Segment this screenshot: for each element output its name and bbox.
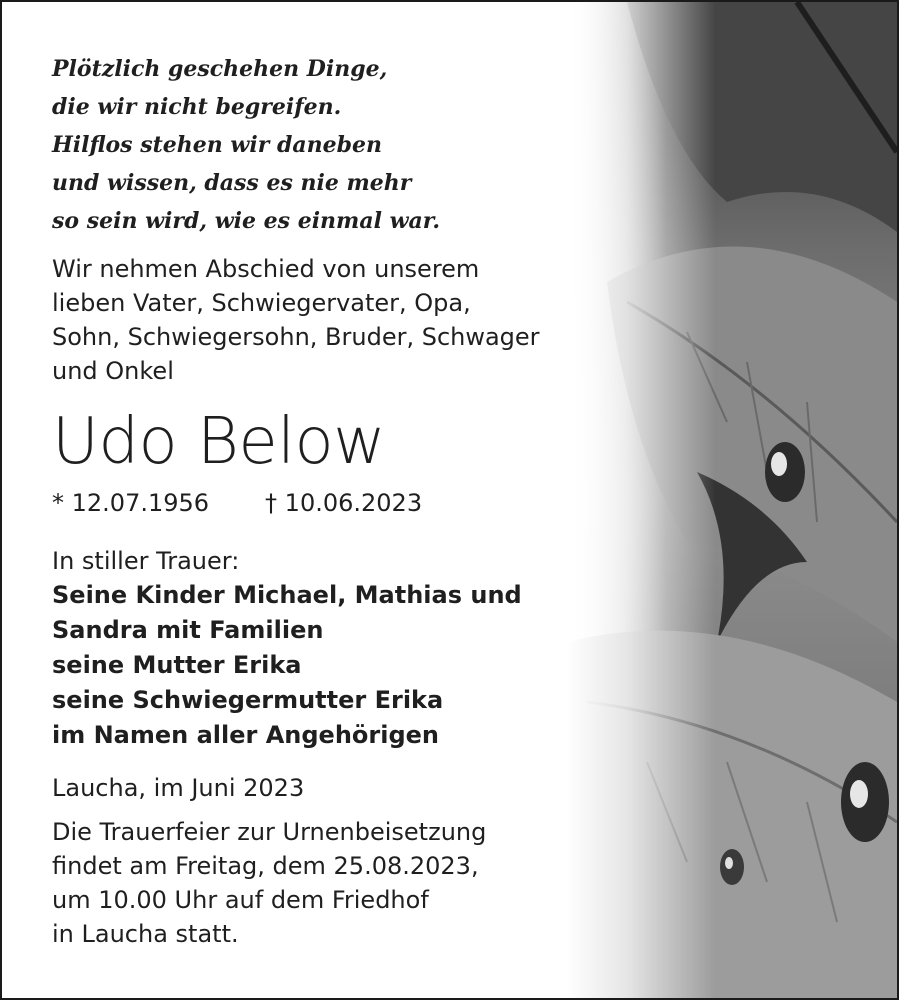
poem-line: so sein wird, wie es einmal war. [52, 208, 441, 234]
poem-line: die wir nicht begreifen. [52, 94, 342, 120]
death-date: † 10.06.2023 [265, 489, 423, 517]
service-line: Die Trauerfeier zur Urnenbeisetzung [52, 818, 487, 846]
poem-line: und wissen, dass es nie mehr [52, 170, 412, 196]
mourners-list [52, 578, 612, 753]
deceased-name: Udo Below [52, 405, 386, 479]
intro-line: Wir nehmen Abschied von unserem [52, 255, 480, 283]
mourner-line: Sandra mit Familien [52, 616, 324, 644]
mourner-line: Seine Kinder Michael, Mathias und [52, 581, 522, 609]
intro-line: und Onkel [52, 357, 174, 385]
service-info [52, 815, 612, 951]
mourning-heading: In stiller Trauer: [52, 547, 240, 575]
mourner-line: seine Schwiegermutter Erika [52, 686, 444, 714]
mourner-line: seine Mutter Erika [52, 651, 302, 679]
poem [52, 50, 612, 240]
leaf-with-water-drops-photo [567, 2, 897, 998]
notice-text [52, 50, 612, 951]
place-date: Laucha, im Juni 2023 [52, 774, 305, 802]
intro-line: lieben Vater, Schwiegervater, Opa, [52, 289, 471, 317]
service-line: um 10.00 Uhr auf dem Friedhof [52, 886, 429, 914]
leaf-photo-icon [567, 2, 897, 998]
mourner-line: im Namen aller Angehörigen [52, 721, 440, 749]
poem-line: Hilflos stehen wir daneben [52, 132, 382, 158]
service-line: findet am Freitag, dem 25.08.2023, [52, 852, 479, 880]
birth-date: * 12.07.1956 [52, 489, 210, 517]
poem-line: Plötzlich geschehen Dinge, [52, 56, 388, 82]
service-line: in Laucha statt. [52, 920, 239, 948]
intro-text [52, 252, 612, 388]
life-dates [52, 486, 612, 520]
intro-line: Sohn, Schwiegersohn, Bruder, Schwager [52, 323, 540, 351]
